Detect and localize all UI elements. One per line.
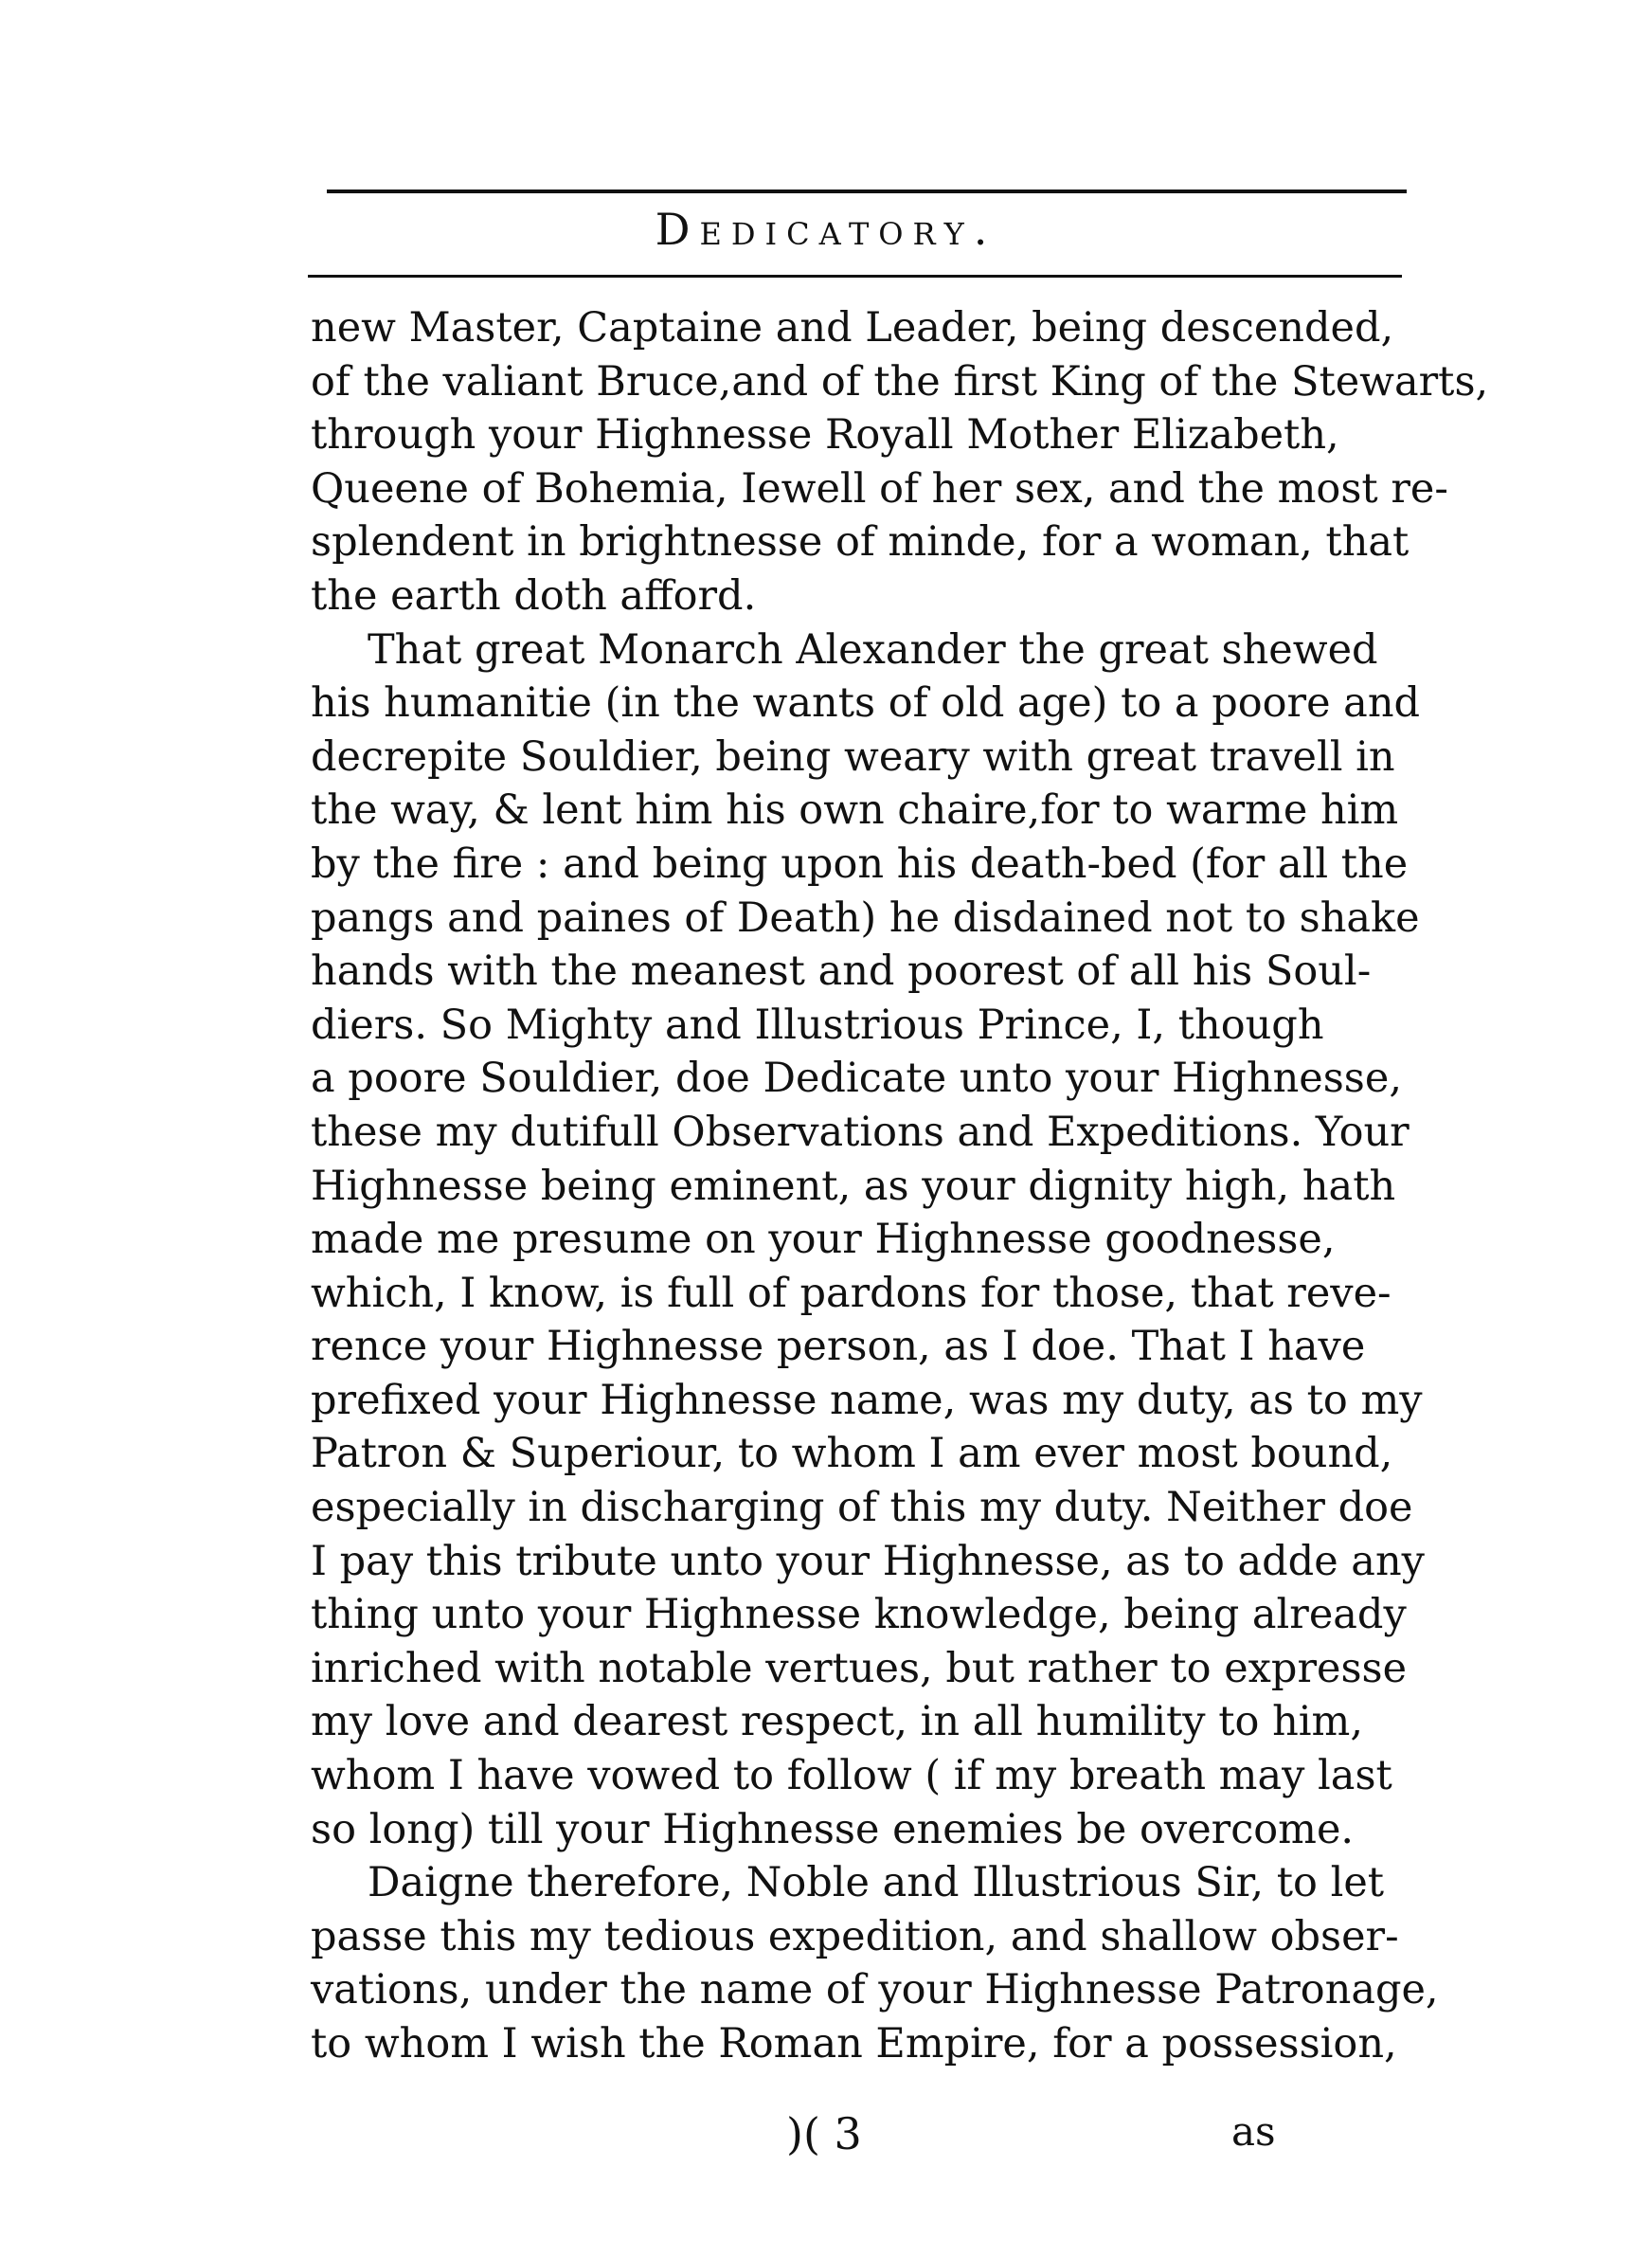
text-line: of the valiant Bruce,and of the first King of the Stewarts, <box>311 357 1489 406</box>
text-line: Patron & Superiour, to whom I am ever most bound, <box>311 1430 1393 1478</box>
text-line: prefixed your Highnesse name, was my duty, as to my <box>311 1376 1423 1424</box>
text-line: his humanitie (in the wants of old age) to a poore and <box>311 679 1421 728</box>
text-line: decrepite Souldier, being weary with great travell in <box>311 732 1395 781</box>
text-line: through your Highnesse Royall Mother Elizabeth, <box>311 411 1339 460</box>
catchword: as <box>1231 2108 1276 2155</box>
page-footer <box>0 2108 1652 2175</box>
text-line: That great Monarch Alexander the great shewed <box>368 625 1378 674</box>
text-line: diers. So Mighty and Illustrious Prince, I, though <box>311 1001 1324 1049</box>
text-line: Queene of Bohemia, Iewell of her sex, and the most re- <box>311 464 1448 513</box>
text-line: my love and dearest respect, in all humility to him, <box>311 1698 1363 1746</box>
text-line: the earth doth afford. <box>311 571 757 620</box>
text-line: splendent in brightnesse of minde, for a woman, that <box>311 518 1410 567</box>
text-line: especially in discharging of this my duty. Neither doe <box>311 1484 1413 1532</box>
text-line: whom I have vowed to follow ( if my breath may last <box>311 1752 1392 1800</box>
text-line: which, I know, is full of pardons for those, that reve- <box>311 1269 1392 1317</box>
text-line: new Master, Captaine and Leader, being descended, <box>311 304 1394 352</box>
text-line: these my dutifull Observations and Expeditions. Your <box>311 1108 1410 1156</box>
text-line: thing unto your Highnesse knowledge, being already <box>311 1591 1407 1639</box>
text-line: rence your Highnesse person, as I doe. That I have <box>311 1323 1366 1371</box>
running-header: Dedicatory. <box>655 204 997 255</box>
text-line: vations, under the name of your Highnesse Patronage, <box>311 1966 1439 2014</box>
header-bottom-rule <box>308 275 1402 278</box>
text-line: so long) till your Highnesse enemies be overcome. <box>311 1805 1355 1853</box>
text-line: I pay this tribute unto your Highnesse, as to adde any <box>311 1537 1425 1585</box>
text-line: passe this my tedious expedition, and shallow obser- <box>311 1912 1399 1960</box>
text-line: Highnesse being eminent, as your dignity high, hath <box>311 1162 1396 1210</box>
text-line: to whom I wish the Roman Empire, for a possession, <box>311 2020 1397 2067</box>
text-line: made me presume on your Highnesse goodnesse, <box>311 1216 1336 1264</box>
text-line: inriched with notable vertues, but rather to expresse <box>311 1644 1408 1692</box>
text-line: Daigne therefore, Noble and Illustrious Sir, to let <box>368 1859 1385 1907</box>
text-line: pangs and paines of Death) he disdained not to shake <box>311 894 1420 942</box>
text-line: by the fire : and being upon his death-bed (for all the <box>311 840 1409 888</box>
body-text <box>311 301 1489 2071</box>
text-line: hands with the meanest and poorest of all his Soul- <box>311 948 1372 996</box>
header-top-rule <box>327 190 1407 193</box>
text-line: the way, & lent him his own chaire,for to warme him <box>311 786 1399 835</box>
text-line: a poore Souldier, doe Dedicate unto your Highnesse, <box>311 1055 1402 1103</box>
signature-mark: )( 3 <box>786 2108 862 2159</box>
